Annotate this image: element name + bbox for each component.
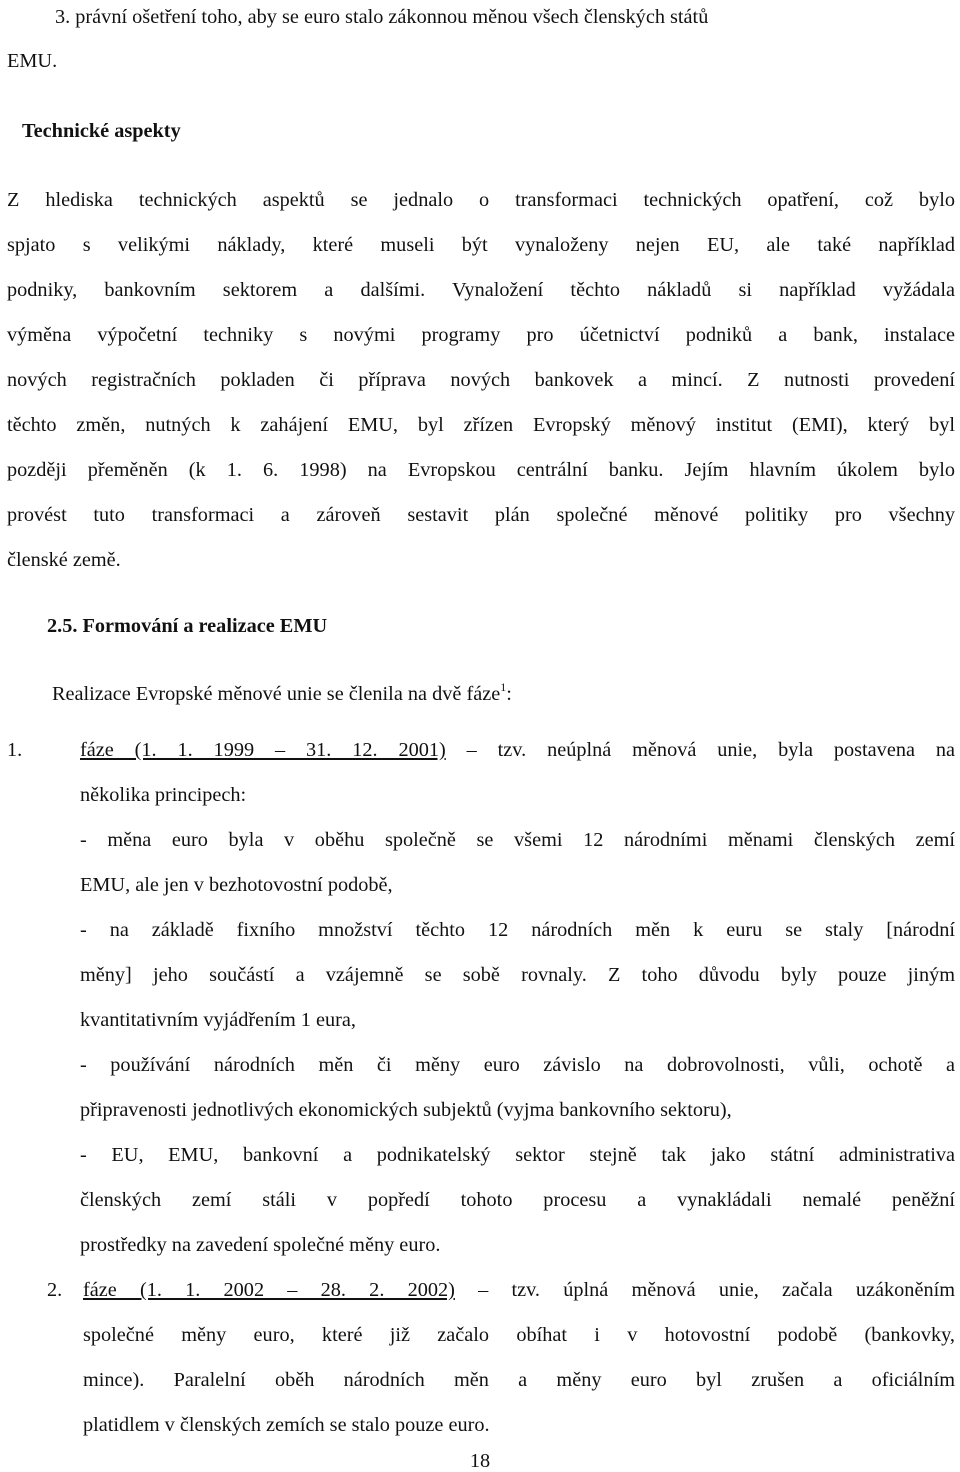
section-heading [47,616,327,636]
phase-1-label: fáze (1. 1. 1999 – 31. 12. 2001) [80,739,446,761]
footnote-reference[interactable]: 1 [500,680,507,694]
bullet-line: - na základě fixního množství těchto 12 národních měn k euru se staly [národní [80,919,955,941]
bullet-line: - EU, EMU, bankovní a podnikatelský sektor stejně tak jako státní administrativa [80,1144,955,1166]
bullet-line: kvantitativním vyjádřením 1 eura, [80,1009,356,1031]
paragraph-line: nových registračních pokladen či příprava nových bankovek a mincí. Z nutnosti provedení [7,369,955,391]
intro-text: Realizace Evropské měnové unie se členila na dvě fáze [52,683,501,705]
phase-2-description: – tzv. úplná měnová unie, začala uzákoněním [478,1279,955,1301]
list-item-3-line-1: 3. právní ošetření toho, aby se euro stalo zákonnou měnou všech členských států [55,6,709,28]
section-title: Formování a realizace EMU [82,615,328,637]
phase-2-label: fáze (1. 1. 2002 – 28. 2. 2002) [83,1279,455,1301]
bullet-line: - používání národních měn či měny euro závislo na dobrovolnosti, vůli, ochotě a [80,1054,955,1076]
bullet-line: prostředky na zavedení společné měny euro. [80,1234,441,1256]
bullet-line: členských zemí stáli v popředí tohoto procesu a vynakládali nemalé peněžní [80,1189,955,1211]
paragraph-line: těchto změn, nutných k zahájení EMU, byl zřízen Evropský měnový institut (EMI), který byl [7,414,955,436]
paragraph-line: členské země. [7,549,121,571]
paragraph-line: výměna výpočetní techniky s novými programy pro účetnictví podniků a bank, instalace [7,324,955,346]
phase-2-line-1 [83,1280,955,1300]
paragraph-line: později přeměněn (k 1. 6. 1998) na Evropskou centrální banku. Jejím hlavním úkolem bylo [7,459,955,481]
paragraph-line: spjato s velikými náklady, které museli být vynaloženy nejen EU, ale také například [7,234,955,256]
paragraph-line: provést tuto transformaci a zároveň sestavit plán společné měnové politiky pro všechny [7,504,955,526]
paragraph-line: Z hlediska technických aspektů se jednalo o transformaci technických opatření, což bylo [7,189,955,211]
phase-1-description: – tzv. neúplná měnová unie, byla postavena na [466,739,955,761]
phase-2-line: společné měny euro, které již začalo obíhat i v hotovostní podobě (bankovky, [83,1324,955,1346]
technical-heading: Technické aspekty [22,120,181,142]
intro-colon: : [506,683,512,705]
paragraph-line: podniky, bankovním sektorem a dalšími. Vynaložení těchto nákladů si například vyžádala [7,279,955,301]
phase-1-number: 1. [7,739,23,761]
bullet-line: EMU, ale jen v bezhotovostní podobě, [80,874,393,896]
phase-2-line: mince). Paralelní oběh národních měn a měny euro byl zrušen a oficiálním [83,1369,955,1391]
bullet-line: - měna euro byla v oběhu společně se všemi 12 národními měnami členských zemí [80,829,955,851]
bullet-line: měny] jeho součástí a vzájemně se sobě rovnaly. Z toho důvodu byly pouze jiným [80,964,955,986]
section-number: 2.5. [47,615,78,637]
phase-2-number: 2. [47,1279,63,1301]
section-intro [52,680,512,705]
list-item-3-line-2: EMU. [7,50,58,72]
page-number: 18 [469,1450,491,1472]
phase-1-line-2: několika principech: [80,784,247,806]
phase-1-line-1 [80,740,955,760]
phase-2-line: platidlem v členských zemích se stalo pouze euro. [83,1414,490,1436]
bullet-line: připravenosti jednotlivých ekonomických subjektů (vyjma bankovního sektoru), [80,1099,732,1121]
